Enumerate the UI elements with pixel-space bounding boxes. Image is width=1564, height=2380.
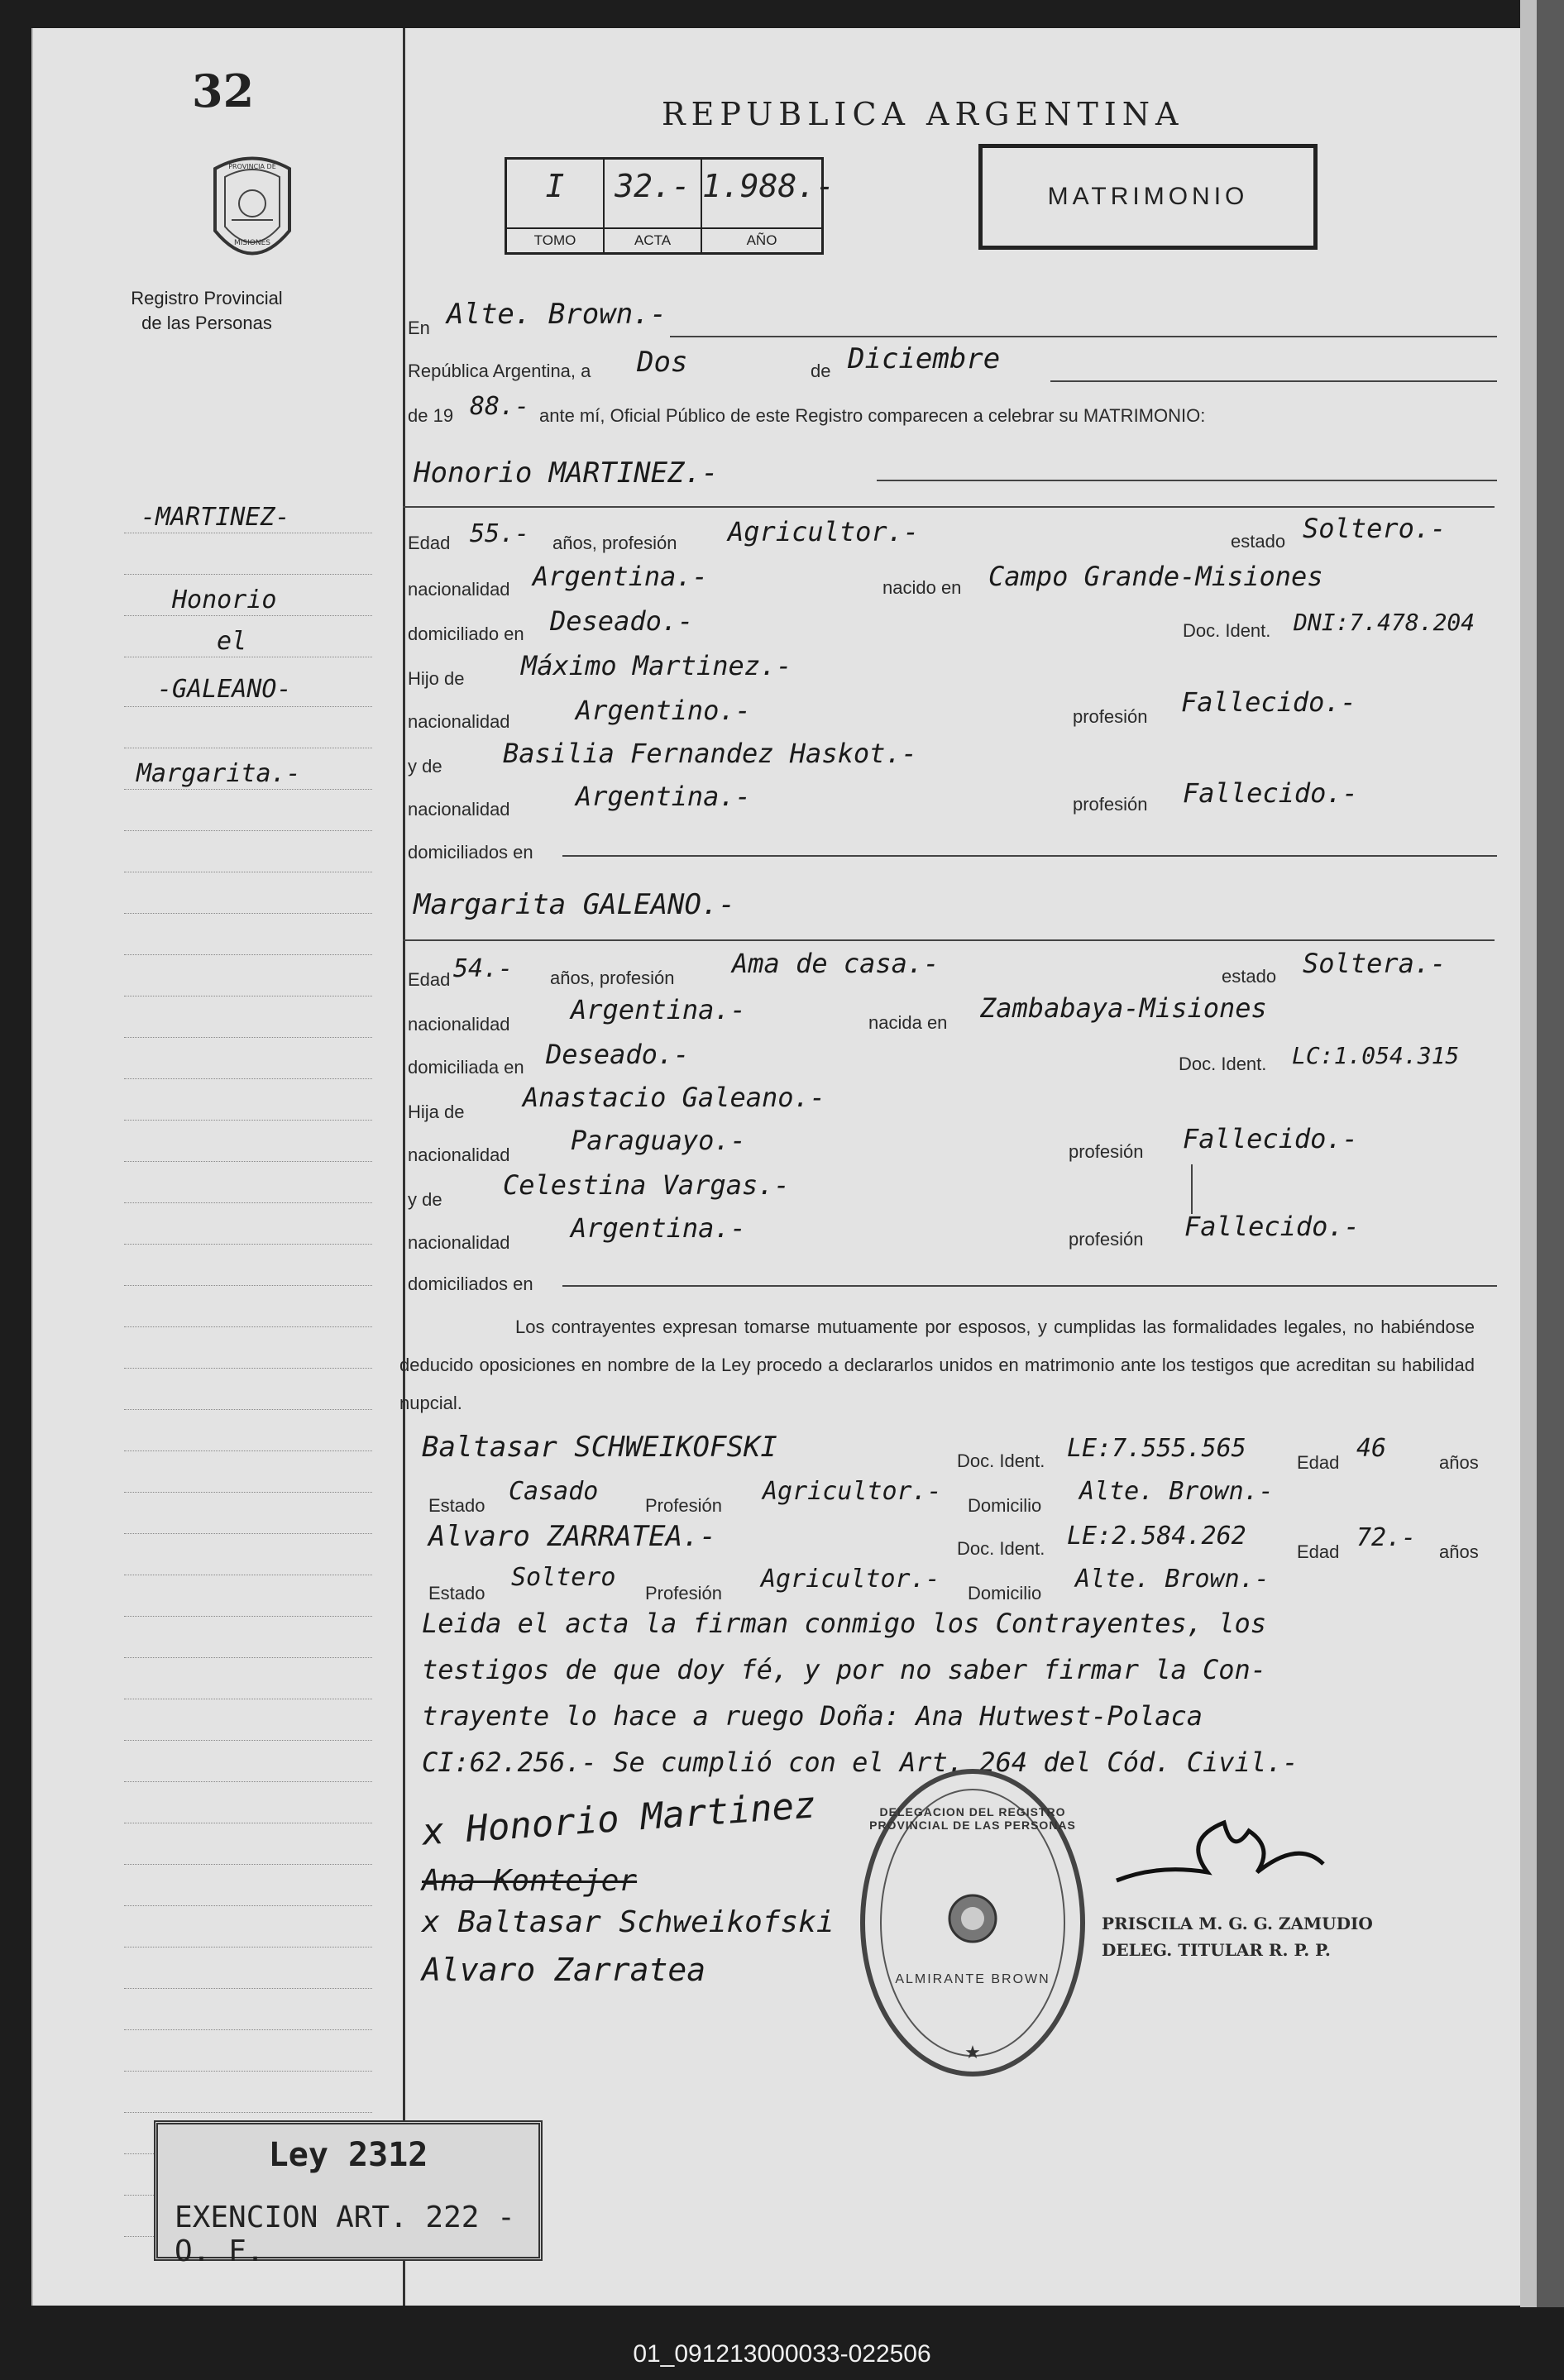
groom-age: 55.- — [470, 519, 530, 548]
volume-act-year-table — [505, 157, 835, 255]
place-value: Alte. Brown.- — [447, 298, 667, 331]
bride-mother-nac-label: nacionalidad — [408, 1232, 510, 1253]
closing-line-2: testigos de que doy fé, y por no saber firmar la Con- — [422, 1654, 1267, 1685]
groom-father-profession: Fallecido.- — [1181, 686, 1356, 718]
witness-2-domicile: Alte. Brown.- — [1075, 1565, 1270, 1594]
groom-anos-label: años, profesión — [552, 533, 677, 553]
witness-1-estado: Casado — [509, 1477, 599, 1506]
witness-1-prof-label: Profesión — [645, 1495, 722, 1516]
tomo-value: I — [545, 168, 565, 204]
signature-2: Ana Kontejer — [422, 1864, 638, 1898]
official-seal — [860, 1769, 1085, 2077]
republic-label: República Argentina, a — [408, 361, 591, 381]
margin-divider — [403, 28, 405, 2306]
witness-1-document: LE:7.555.565 — [1067, 1434, 1246, 1463]
groom-father-label: Hijo de — [408, 668, 465, 689]
closing-line-4: CI:62.256.- Se cumplió con el Art. 264 del Cód. Civil.- — [422, 1747, 1299, 1778]
acta-label: ACTA — [605, 227, 701, 249]
groom-domicile: Deseado.- — [550, 605, 694, 637]
witness-1-dom-label: Domicilio — [968, 1495, 1042, 1516]
official-name: PRISCILA M. G. G. ZAMUDIO — [1102, 1914, 1373, 1933]
witness-2-doc-label: Doc. Ident. — [957, 1538, 1045, 1559]
groom-mother-nationality: Argentina.- — [576, 781, 751, 812]
official-signature — [1108, 1806, 1356, 1905]
bride-mother: Celestina Vargas.- — [503, 1169, 790, 1201]
closing-line-3: trayente lo hace a ruego Doña: Ana Hutwest-Polaca — [422, 1700, 1203, 1732]
month-value: Diciembre — [848, 342, 1001, 375]
witness-2-document: LE:2.584.262 — [1067, 1522, 1246, 1551]
exemption-stamp — [154, 2120, 543, 2268]
groom-father-nationality: Argentino.- — [576, 695, 751, 726]
seal-text-top: PROVINCIA DE — [228, 163, 276, 170]
anio-value: 1.988.- — [702, 168, 835, 204]
bride-age: 54.- — [453, 954, 514, 983]
groom-parents-dom-label: domiciliados en — [408, 842, 533, 863]
groom-father-nac-label: nacionalidad — [408, 711, 510, 732]
day-value: Dos — [637, 346, 688, 379]
witness-2-estado: Soltero — [511, 1563, 616, 1592]
tomo-label: TOMO — [507, 227, 603, 249]
witness-2-dom-label: Domicilio — [968, 1583, 1042, 1603]
margin-connector: el — [217, 627, 247, 656]
document-page — [31, 28, 1522, 2306]
groom-mother-prof-label: profesión — [1073, 794, 1148, 815]
bride-nationality: Argentina.- — [571, 994, 746, 1025]
seal-bottom-text: ALMIRANTE BROWN — [895, 1972, 1050, 1986]
bride-dom-label: domiciliada en — [408, 1057, 524, 1078]
exemption-stamp-line2: EXENCION ART. 222 - O. F. — [175, 2201, 515, 2268]
de-label: de — [811, 361, 831, 381]
witness-2-edad-label: Edad — [1297, 1541, 1340, 1562]
acta-cell — [605, 160, 702, 252]
bride-domicile: Deseado.- — [546, 1039, 690, 1070]
margin-surname-2: -GALEANO- — [157, 675, 292, 704]
bride-parents-dom-label: domiciliados en — [408, 1274, 533, 1294]
bride-father-profession: Fallecido.- — [1183, 1123, 1358, 1154]
act-type-box: MATRIMONIO — [978, 144, 1318, 250]
groom-name: Honorio MARTINEZ.- — [414, 456, 719, 490]
exemption-stamp-line1: Ley 2312 — [268, 2136, 428, 2174]
witness-1-domicile: Alte. Brown.- — [1079, 1477, 1274, 1506]
groom-dom-label: domiciliado en — [408, 624, 524, 644]
margin-name-1: Honorio — [172, 585, 277, 614]
image-footer: 01_091213000033-022506 — [633, 2340, 931, 2368]
page-number: 32 — [192, 65, 255, 117]
section-rule — [403, 939, 1495, 941]
signature-3: x Baltasar Schweikofski — [422, 1905, 835, 1939]
seal-emblem-icon — [944, 1885, 1002, 1952]
groom-mother-label: y de — [408, 756, 442, 777]
bride-birthplace: Zambabaya-Misiones — [980, 992, 1267, 1024]
margin-name-2: Margarita.- — [136, 759, 301, 788]
bride-born-label: nacida en — [868, 1012, 948, 1033]
witness-1-doc-label: Doc. Ident. — [957, 1450, 1045, 1471]
witness-1-age: 46 — [1356, 1434, 1387, 1463]
groom-mother-profession: Fallecido.- — [1183, 777, 1358, 809]
bride-name: Margarita GALEANO.- — [414, 888, 735, 921]
year-label: de 19 — [408, 405, 454, 426]
rule — [670, 336, 1497, 337]
witness-1-profession: Agricultor.- — [763, 1477, 942, 1506]
registry-label — [83, 286, 331, 336]
bride-profession: Ama de casa.- — [732, 948, 940, 979]
bride-document: LC:1.054.315 — [1292, 1042, 1460, 1069]
bride-edad-label: Edad — [408, 969, 451, 990]
witness-2-name: Alvaro ZARRATEA.- — [428, 1520, 716, 1553]
groom-mother: Basilia Fernandez Haskot.- — [503, 738, 917, 769]
rule — [562, 1285, 1497, 1287]
witness-1-anos-label: años — [1439, 1452, 1479, 1473]
signature-1: x Honorio Martinez — [420, 1784, 818, 1854]
margin-surname-1: -MARTINEZ- — [141, 503, 290, 532]
seal-text-bottom: MISIONES — [233, 239, 271, 247]
intro-statement: ante mí, Oficial Público de este Registro comparecen a celebrar su MATRIMONIO: — [539, 405, 1206, 426]
signature-4: Alvaro Zarratea — [422, 1952, 706, 1988]
rule — [1050, 380, 1497, 382]
groom-born-label: nacido en — [882, 577, 962, 598]
bride-anos-label: años, profesión — [550, 968, 675, 988]
province-seal-icon — [207, 152, 298, 276]
groom-profession: Agricultor.- — [728, 516, 920, 547]
book-binding — [1520, 0, 1564, 2307]
groom-father: Máximo Martinez.- — [521, 650, 792, 681]
groom-estado-label: estado — [1231, 531, 1286, 552]
witness-2-prof-label: Profesión — [645, 1583, 722, 1603]
bride-mother-nationality: Argentina.- — [571, 1212, 746, 1244]
bride-father-nac-label: nacionalidad — [408, 1145, 510, 1165]
en-label: En — [408, 318, 430, 338]
rule — [877, 480, 1497, 481]
declaration-text: Los contrayentes expresan tomarse mutuamente por esposos, y cumplidas las formalidades legales, no habiéndose deducido oposiciones en nombre de la Ley procedo a declararlos unidos en matrimonio ante los testigos que acreditan su habilidad nupcial. — [399, 1317, 1475, 1413]
bride-mother-label: y de — [408, 1189, 442, 1210]
witness-2-age: 72.- — [1356, 1523, 1417, 1552]
bride-mother-profession: Fallecido.- — [1184, 1211, 1360, 1242]
bride-father: Anastacio Galeano.- — [523, 1082, 826, 1113]
anio-cell — [702, 160, 835, 252]
rule — [1191, 1164, 1193, 1214]
bride-estado-label: estado — [1222, 966, 1277, 987]
groom-edad-label: Edad — [408, 533, 451, 553]
acta-value: 32.- — [615, 168, 691, 204]
groom-doc-label: Doc. Ident. — [1183, 620, 1271, 641]
witness-2-estado-label: Estado — [428, 1583, 485, 1603]
official-title: DELEG. TITULAR R. P. P. — [1102, 1940, 1331, 1960]
witness-2-anos-label: años — [1439, 1541, 1479, 1562]
groom-mother-nac-label: nacionalidad — [408, 799, 510, 820]
section-rule — [403, 506, 1495, 508]
year-suffix: 88.- — [470, 392, 530, 421]
seal-star-icon: ★ — [964, 2042, 981, 2062]
groom-estado: Soltero.- — [1303, 513, 1447, 544]
tomo-cell — [507, 160, 605, 252]
registry-label-line1: Registro Provincial — [131, 288, 283, 308]
bride-doc-label: Doc. Ident. — [1179, 1054, 1267, 1074]
bride-estado: Soltera.- — [1303, 948, 1447, 979]
anio-label: AÑO — [702, 227, 821, 249]
registry-label-line2: de las Personas — [141, 313, 272, 333]
groom-nac-label: nacionalidad — [408, 579, 510, 600]
country-heading: REPUBLICA ARGENTINA — [662, 96, 1184, 132]
witness-1-name: Baltasar SCHWEIKOFSKI — [422, 1431, 777, 1464]
rule — [562, 855, 1497, 857]
witness-1-edad-label: Edad — [1297, 1452, 1340, 1473]
bride-mother-prof-label: profesión — [1069, 1229, 1144, 1250]
bride-father-nationality: Paraguayo.- — [571, 1125, 746, 1156]
closing-line-1: Leida el acta la firman conmigo los Contrayentes, los — [422, 1608, 1267, 1639]
groom-nationality: Argentina.- — [533, 561, 708, 592]
groom-document: DNI:7.478.204 — [1294, 609, 1476, 636]
bride-nac-label: nacionalidad — [408, 1014, 510, 1035]
witness-2-profession: Agricultor.- — [761, 1565, 940, 1594]
witness-1-estado-label: Estado — [428, 1495, 485, 1516]
seal-ring-text: DELEGACION DEL REGISTRO PROVINCIAL DE LAS PERSONAS — [869, 1805, 1076, 1832]
groom-father-prof-label: profesión — [1073, 706, 1148, 727]
bride-father-label: Hija de — [408, 1102, 465, 1122]
bride-father-prof-label: profesión — [1069, 1141, 1144, 1162]
groom-birthplace: Campo Grande-Misiones — [988, 561, 1323, 592]
